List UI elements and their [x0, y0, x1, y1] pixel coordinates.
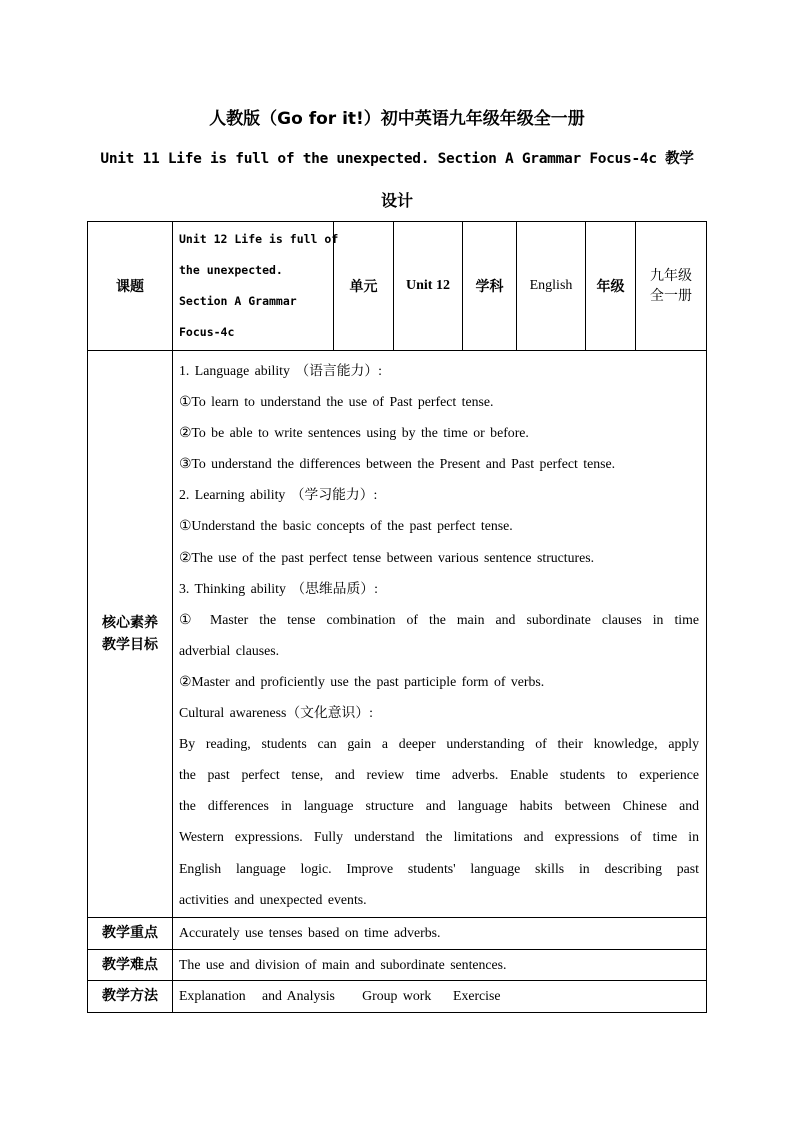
goal-line: 3. Thinking ability （思维品质）: [179, 580, 378, 596]
goal-line: ②To be able to write sentences using by the time or before. [179, 425, 529, 441]
lesson-plan-table [87, 221, 707, 1013]
unit-value: Unit 12 [394, 222, 463, 351]
goal-line: ②The use of the past perfect tense between various sentence structures. [179, 549, 595, 565]
topic-line: Unit 12 Life is full of [179, 232, 339, 246]
subject-label: 学科 [463, 222, 517, 351]
key-points-row [88, 917, 707, 949]
topic-line: Section A Grammar [179, 294, 297, 308]
difficulties-row [88, 949, 707, 980]
goal-line: English language logic. Improve students' language skills in describing past [179, 860, 699, 876]
methods-value: Explanation and Analysis Group work Exercise [173, 980, 707, 1012]
subject-value: English [517, 222, 586, 351]
grade-label: 年级 [586, 222, 636, 351]
goal-line: 2. Learning ability （学习能力）: [179, 487, 378, 503]
topic-label: 课题 [88, 222, 173, 351]
goals-row [88, 351, 707, 918]
info-row [88, 222, 707, 351]
topic-line: the unexpected. [179, 263, 283, 277]
goal-line: By reading, students can gain a deeper understanding of their knowledge, apply [179, 736, 699, 752]
topic-line: Focus-4c [179, 325, 235, 339]
topic-value [173, 222, 339, 351]
goal-line: Cultural awareness（文化意识）: [179, 705, 373, 721]
goals-label-line: 核心素养 [102, 614, 158, 631]
document-subtitle: Unit 11 Life is full of the unexpected. Section A Grammar Focus-4c 教学 [100, 151, 694, 167]
difficulties-value: The use and division of main and subordinate sentences. [173, 949, 707, 980]
goal-line: adverbial clauses. [179, 642, 280, 658]
key-points-label: 教学重点 [88, 917, 173, 949]
goal-line: ①Understand the basic concepts of the past perfect tense. [179, 518, 513, 534]
grade-value-line: 九年级 [650, 268, 692, 284]
goal-line: the past perfect tense, and review time adverbs. Enable students to experience [179, 767, 699, 783]
difficulties-label: 教学难点 [88, 949, 173, 980]
goal-line: Western expressions. Fully understand the limitations and expressions of time in [179, 829, 699, 845]
unit-label: 单元 [334, 222, 394, 351]
goal-line: 1. Language ability （语言能力）: [179, 363, 382, 378]
goal-line: the differences in language structure and language habits between Chinese and [179, 798, 699, 814]
document-title: 人教版（Go for it!）初中英语九年级年级全一册 [209, 109, 585, 129]
methods-label: 教学方法 [88, 980, 173, 1012]
goals-content [173, 351, 707, 918]
document-subtitle-continued: 设计 [380, 191, 413, 210]
goals-label-line: 教学目标 [102, 636, 158, 653]
goal-line: ① Master the tense combination of the main and subordinate clauses in time [179, 611, 699, 627]
goal-line: ②Master and proficiently use the past participle form of verbs. [179, 673, 545, 689]
goal-line: ①To learn to understand the use of Past perfect tense. [179, 394, 494, 410]
methods-row [88, 980, 707, 1012]
goal-line: ③To understand the differences between the Present and Past perfect tense. [179, 456, 616, 472]
grade-value [636, 222, 707, 351]
goals-label [88, 351, 173, 918]
goal-line: activities and unexpected events. [179, 891, 367, 907]
grade-value-line: 全一册 [650, 288, 692, 304]
key-points-value: Accurately use tenses based on time adverbs. [173, 917, 707, 949]
